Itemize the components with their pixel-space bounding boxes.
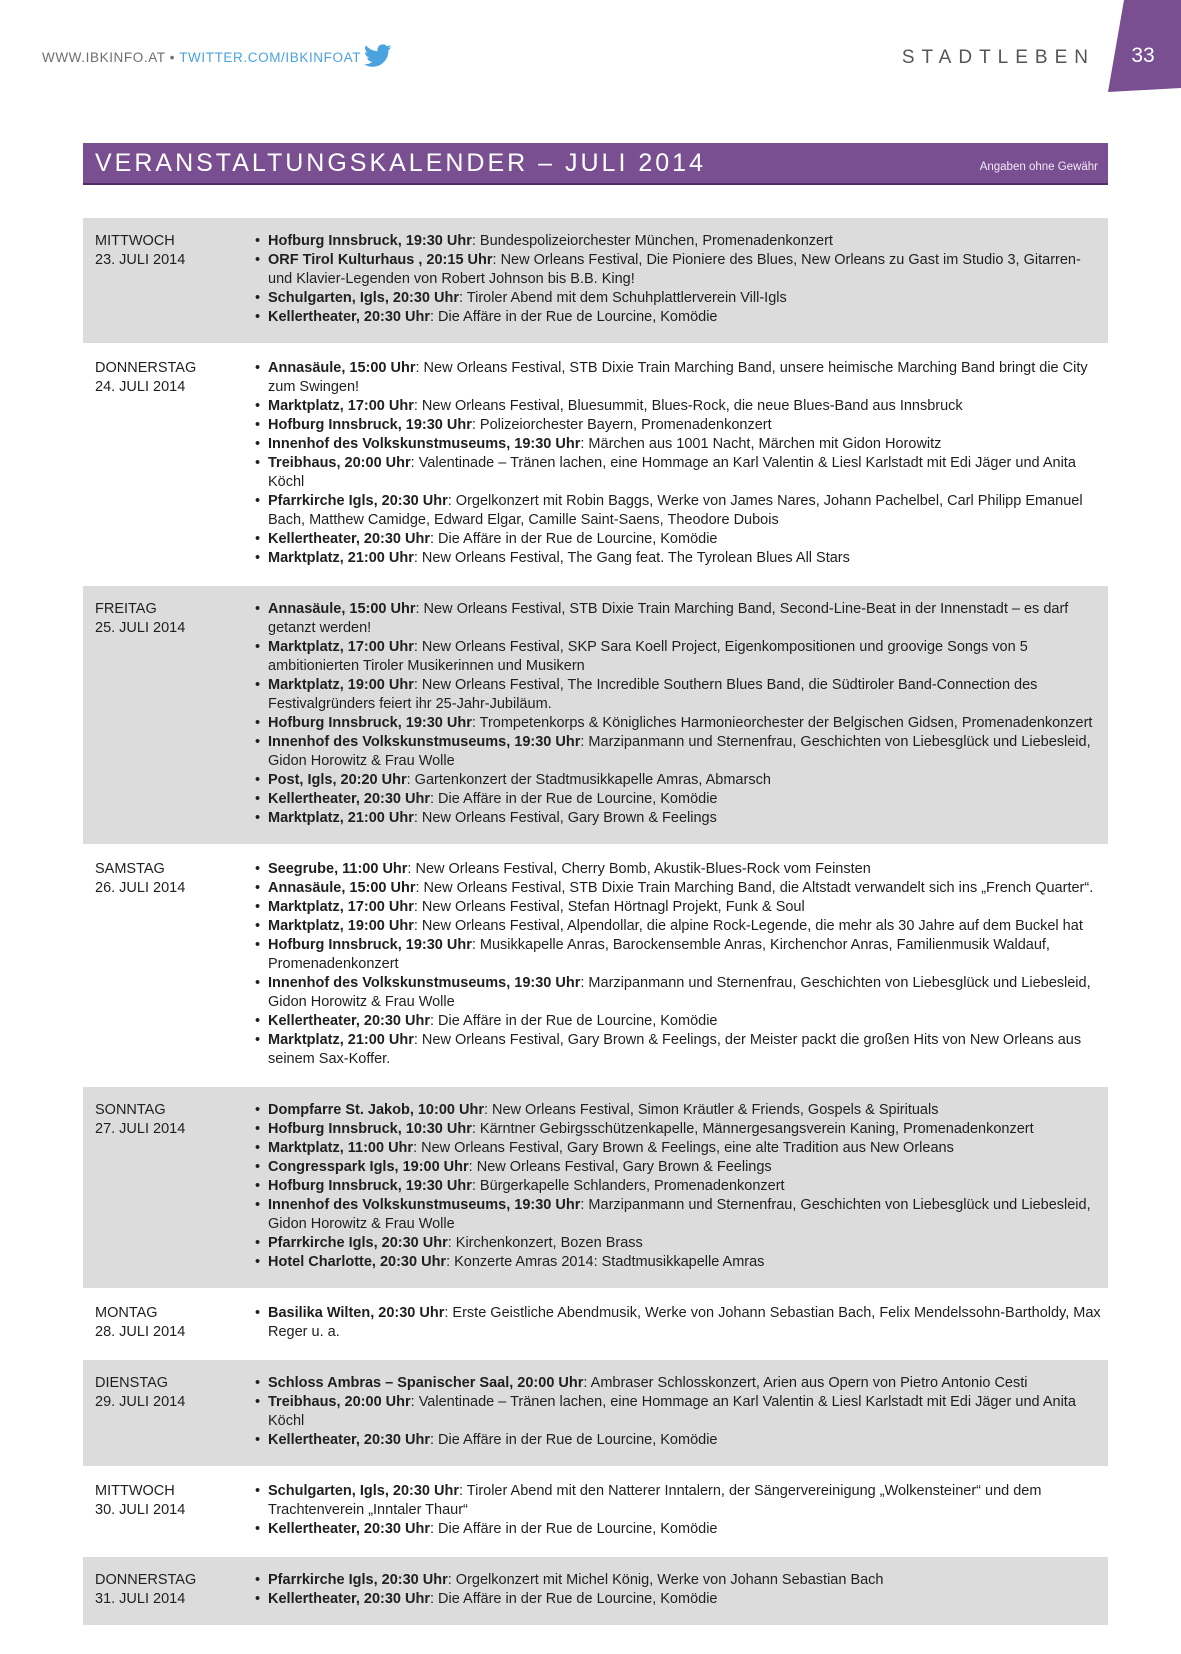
event-item [255, 1031, 1108, 1069]
page-number: 33 [1131, 44, 1155, 67]
event-item [255, 790, 1108, 809]
day-row [83, 1360, 1108, 1466]
event-venue: Kellertheater, 20:30 Uhr [268, 531, 430, 547]
twitter-link[interactable]: TWITTER.COM/IBKINFOAT [179, 50, 362, 65]
event-description: : Ambraser Schlosskonzert, Arien aus Opern von Pietro Antonio Cesti [583, 1375, 1028, 1391]
header-links [42, 50, 361, 65]
event-venue: Hofburg Innsbruck, 19:30 Uhr [268, 233, 472, 249]
event-venue: Kellertheater, 20:30 Uhr [268, 791, 430, 807]
event-venue: Hofburg Innsbruck, 19:30 Uhr [268, 417, 472, 433]
event-venue: Innenhof des Volkskunstmuseums, 19:30 Uhr [268, 734, 581, 750]
event-description: : Die Affäre in der Rue de Lourcine, Komödie [430, 791, 718, 807]
event-item [255, 974, 1108, 1012]
event-description: : Märchen aus 1001 Nacht, Märchen mit Gidon Horowitz [580, 436, 942, 452]
event-description: : Erste Geistliche Abendmusik, Werke von Johann Sebastian Bach, Felix Mendelssohn-Bartholdy, Max Reger u. a. [268, 1305, 1101, 1340]
event-item [255, 1177, 1108, 1196]
day-row [83, 218, 1108, 343]
event-list [255, 860, 1108, 1069]
event-item [255, 733, 1108, 771]
event-description: : New Orleans Festival, STB Dixie Train Marching Band, die Altstadt verwandelt sich ins „French Quarter“. [415, 880, 1094, 896]
date: 27. JULI 2014 [95, 1121, 186, 1137]
day-row [83, 586, 1108, 844]
date: 26. JULI 2014 [95, 880, 186, 896]
event-item [255, 1234, 1108, 1253]
day-row [83, 1290, 1108, 1358]
event-description: : Die Affäre in der Rue de Lourcine, Komödie [430, 309, 718, 325]
event-venue: Marktplatz, 17:00 Uhr [268, 398, 414, 414]
event-item [255, 600, 1108, 638]
event-item [255, 251, 1108, 289]
event-item [255, 454, 1108, 492]
event-list [255, 1571, 1108, 1609]
weekday: DIENSTAG [95, 1375, 169, 1391]
event-venue: Congresspark Igls, 19:00 Uhr [268, 1159, 469, 1175]
date: 25. JULI 2014 [95, 620, 186, 636]
event-venue: Marktplatz, 19:00 Uhr [268, 918, 414, 934]
event-description: : New Orleans Festival, Bluesummit, Blues-Rock, die neue Blues-Band aus Innsbruck [413, 398, 963, 414]
event-item [255, 638, 1108, 676]
weekday: SAMSTAG [95, 861, 165, 877]
event-venue: Marktplatz, 21:00 Uhr [268, 550, 414, 566]
day-label [83, 1304, 255, 1342]
event-description: : New Orleans Festival, SKP Sara Koell Project, Eigenkompositionen und groovige Songs von 5 ambitionierten Tiroler Musikerinnen und Musikern [268, 639, 1028, 674]
weekday: FREITAG [95, 601, 157, 617]
event-description: : Orgelkonzert mit Michel König, Werke von Johann Sebastian Bach [447, 1572, 884, 1588]
day-row [83, 1087, 1108, 1288]
event-description: : Gartenkonzert der Stadtmusikkapelle Amras, Abmarsch [406, 772, 771, 788]
event-description: : Kärntner Gebirgsschützenkapelle, Männergesangsverein Kaning, Promenadenkonzert [471, 1121, 1034, 1137]
event-venue: Pfarrkirche Igls, 20:30 Uhr [268, 1235, 448, 1251]
weekday: MONTAG [95, 1305, 158, 1321]
event-venue: Hofburg Innsbruck, 10:30 Uhr [268, 1121, 472, 1137]
event-venue: Marktplatz, 17:00 Uhr [268, 639, 414, 655]
event-item [255, 232, 1108, 251]
event-list [255, 1101, 1108, 1272]
day-label [83, 1101, 255, 1272]
date: 23. JULI 2014 [95, 252, 186, 268]
date: 24. JULI 2014 [95, 379, 186, 395]
event-item [255, 936, 1108, 974]
event-venue: Schulgarten, Igls, 20:30 Uhr [268, 290, 459, 306]
day-row [83, 345, 1108, 584]
event-venue: Kellertheater, 20:30 Uhr [268, 1432, 430, 1448]
weekday: SONNTAG [95, 1102, 166, 1118]
event-item [255, 397, 1108, 416]
event-description: : Marzipanmann und Sternenfrau, Geschichten von Liebesglück und Liebesleid, Gidon Horowitz & Frau Wolle [268, 734, 1091, 769]
event-item [255, 549, 1108, 568]
event-venue: Marktplatz, 21:00 Uhr [268, 810, 414, 826]
weekday: MITTWOCH [95, 233, 175, 249]
event-description: : Valentinade – Tränen lachen, eine Hommage an Karl Valentin & Liesl Karlstadt mit Edi Jäger und Anita Köchl [268, 1394, 1076, 1429]
event-description: : Marzipanmann und Sternenfrau, Geschichten von Liebesglück und Liebesleid, Gidon Horowitz & Frau Wolle [268, 1197, 1091, 1232]
event-venue: Pfarrkirche Igls, 20:30 Uhr [268, 493, 448, 509]
event-calendar [83, 218, 1108, 1627]
event-description: : Die Affäre in der Rue de Lourcine, Komödie [430, 1432, 718, 1448]
weekday: MITTWOCH [95, 1483, 175, 1499]
event-description: : Die Affäre in der Rue de Lourcine, Komödie [430, 531, 718, 547]
date: 30. JULI 2014 [95, 1502, 186, 1518]
event-venue: Marktplatz, 19:00 Uhr [268, 677, 414, 693]
event-description: : New Orleans Festival, Alpendollar, die alpine Rock-Legende, die mehr als 30 Jahre auf dem Buckel hat [413, 918, 1083, 934]
event-venue: Pfarrkirche Igls, 20:30 Uhr [268, 1572, 448, 1588]
event-item [255, 1158, 1108, 1177]
event-item [255, 714, 1108, 733]
title-bar [83, 143, 1108, 185]
event-venue: Marktplatz, 21:00 Uhr [268, 1032, 414, 1048]
event-item [255, 1431, 1108, 1450]
event-venue: Kellertheater, 20:30 Uhr [268, 309, 430, 325]
event-item [255, 1012, 1108, 1031]
event-venue: Annasäule, 15:00 Uhr [268, 880, 416, 896]
event-item [255, 492, 1108, 530]
date: 31. JULI 2014 [95, 1591, 186, 1607]
event-venue: Hotel Charlotte, 20:30 Uhr [268, 1254, 447, 1270]
event-item [255, 1571, 1108, 1590]
event-venue: Annasäule, 15:00 Uhr [268, 601, 416, 617]
day-label [83, 232, 255, 327]
event-venue: Hofburg Innsbruck, 19:30 Uhr [268, 715, 472, 731]
event-item [255, 1482, 1108, 1520]
event-description: : New Orleans Festival, Gary Brown & Feelings, der Meister packt die großen Hits von New Orleans aus seinem Sax-Koffer. [268, 1032, 1082, 1067]
event-description: : Tiroler Abend mit den Natterer Inntalern, der Sängervereinigung „Wolkensteiner“ und dem Trachtenverein „Inntaler Thaur“ [268, 1483, 1042, 1518]
event-item [255, 1374, 1108, 1393]
event-description: : Musikkapelle Anras, Barockensemble Anras, Kirchenchor Anras, Familienmusik Waldauf, Promenadenkonzert [268, 937, 1050, 972]
event-description: : Die Affäre in der Rue de Lourcine, Komödie [430, 1521, 718, 1537]
event-item [255, 879, 1108, 898]
disclaimer: Angaben ohne Gewähr [979, 161, 1098, 173]
event-venue: Marktplatz, 17:00 Uhr [268, 899, 414, 915]
event-venue: Innenhof des Volkskunstmuseums, 19:30 Uhr [268, 975, 581, 991]
day-row [83, 1557, 1108, 1625]
event-item [255, 1253, 1108, 1272]
event-description: : New Orleans Festival, Gary Brown & Feelings [413, 810, 717, 826]
event-item [255, 1101, 1108, 1120]
weekday: DONNERSTAG [95, 360, 197, 376]
event-venue: Marktplatz, 11:00 Uhr [268, 1140, 414, 1156]
event-item [255, 917, 1108, 936]
date: 28. JULI 2014 [95, 1324, 186, 1340]
link-separator: • [165, 50, 180, 65]
event-venue: Kellertheater, 20:30 Uhr [268, 1591, 430, 1607]
event-venue: Post, Igls, 20:20 Uhr [268, 772, 407, 788]
event-item [255, 898, 1108, 917]
event-description: : New Orleans Festival, Cherry Bomb, Akustik-Blues-Rock vom Feinsten [407, 861, 871, 877]
event-description: : New Orleans Festival, Die Pioniere des Blues, New Orleans zu Gast im Studio 3, Gitarren- und Klavier-Legenden von Robert Johnson bis B.B. King! [268, 252, 1081, 287]
event-item [255, 530, 1108, 549]
event-item [255, 1304, 1108, 1342]
event-description: : Bundespolizeiorchester München, Promenadenkonzert [471, 233, 833, 249]
event-venue: Innenhof des Volkskunstmuseums, 19:30 Uhr [268, 436, 581, 452]
event-description: : New Orleans Festival, Stefan Hörtnagl Projekt, Funk & Soul [413, 899, 805, 915]
event-item [255, 1520, 1108, 1539]
event-description: : New Orleans Festival, Gary Brown & Feelings [468, 1159, 772, 1175]
event-description: : Tiroler Abend mit dem Schuhplattlerverein Vill-Igls [458, 290, 787, 306]
event-item [255, 359, 1108, 397]
event-description: : New Orleans Festival, STB Dixie Train Marching Band, Second-Line-Beat in der Innenstadt – es darf getanzt werden! [268, 601, 1069, 636]
day-label [83, 359, 255, 568]
event-list [255, 1304, 1108, 1342]
event-description: : Die Affäre in der Rue de Lourcine, Komödie [430, 1591, 718, 1607]
event-description: : Bürgerkapelle Schlanders, Promenadenkonzert [471, 1178, 785, 1194]
section-label: STADTLEBEN [901, 47, 1095, 68]
event-venue: Treibhaus, 20:00 Uhr [268, 455, 411, 471]
weekday: DONNERSTAG [95, 1572, 197, 1588]
event-item [255, 289, 1108, 308]
event-venue: Hofburg Innsbruck, 19:30 Uhr [268, 1178, 472, 1194]
event-description: : Orgelkonzert mit Robin Baggs, Werke von James Nares, Johann Pachelbel, Carl Philipp Emanuel Bach, Matthew Camidge, Edward Elgar, Camille Saint-Saens, Theodore Dubois [268, 493, 1083, 528]
event-venue: Seegrube, 11:00 Uhr [268, 861, 408, 877]
event-item [255, 860, 1108, 879]
event-item [255, 1196, 1108, 1234]
day-label [83, 1571, 255, 1609]
event-description: : Polizeiorchester Bayern, Promenadenkonzert [471, 417, 772, 433]
event-description: : Marzipanmann und Sternenfrau, Geschichten von Liebesglück und Liebesleid, Gidon Horowitz & Frau Wolle [268, 975, 1091, 1010]
event-list [255, 359, 1108, 568]
event-venue: Basilika Wilten, 20:30 Uhr [268, 1305, 445, 1321]
twitter-bird-icon[interactable] [364, 44, 392, 68]
event-list [255, 1374, 1108, 1450]
event-item [255, 676, 1108, 714]
event-venue: Schloss Ambras – Spanischer Saal, 20:00 Uhr [268, 1375, 584, 1391]
day-row [83, 846, 1108, 1085]
event-list [255, 232, 1108, 327]
event-description: : Die Affäre in der Rue de Lourcine, Komödie [430, 1013, 718, 1029]
event-list [255, 600, 1108, 828]
event-description: : New Orleans Festival, Gary Brown & Feelings, eine alte Tradition aus New Orleans [413, 1140, 954, 1156]
calendar-title: VERANSTALTUNGSKALENDER – JULI 2014 [95, 149, 706, 177]
event-item [255, 771, 1108, 790]
event-venue: Kellertheater, 20:30 Uhr [268, 1013, 430, 1029]
day-label [83, 1482, 255, 1539]
event-description: : New Orleans Festival, The Incredible Southern Blues Band, die Südtiroler Band-Connection des Festivalgründers feiert ihr 25-Jahr-Jubiläum. [268, 677, 1038, 712]
page-header [0, 0, 1181, 100]
date: 29. JULI 2014 [95, 1394, 186, 1410]
event-item [255, 416, 1108, 435]
day-label [83, 600, 255, 828]
event-venue: Annasäule, 15:00 Uhr [268, 360, 416, 376]
event-description: : New Orleans Festival, STB Dixie Train Marching Band, unsere heimische Marching Band bringt die City zum Swingen! [268, 360, 1088, 395]
event-description: : New Orleans Festival, Simon Kräutler & Friends, Gospels & Spirituals [483, 1102, 939, 1118]
event-item [255, 308, 1108, 327]
event-description: : Kirchenkonzert, Bozen Brass [447, 1235, 643, 1251]
event-venue: Hofburg Innsbruck, 19:30 Uhr [268, 937, 472, 953]
event-item [255, 1590, 1108, 1609]
event-venue: Schulgarten, Igls, 20:30 Uhr [268, 1483, 459, 1499]
event-description: : New Orleans Festival, The Gang feat. The Tyrolean Blues All Stars [413, 550, 850, 566]
day-label [83, 860, 255, 1069]
event-item [255, 1120, 1108, 1139]
event-venue: Treibhaus, 20:00 Uhr [268, 1394, 411, 1410]
event-venue: Kellertheater, 20:30 Uhr [268, 1521, 430, 1537]
day-label [83, 1374, 255, 1450]
event-item [255, 1139, 1108, 1158]
event-item [255, 1393, 1108, 1431]
event-item [255, 435, 1108, 454]
event-list [255, 1482, 1108, 1539]
event-description: : Trompetenkorps & Königliches Harmonieorchester der Belgischen Gidsen, Promenadenkonzert [471, 715, 1093, 731]
event-venue: Innenhof des Volkskunstmuseums, 19:30 Uhr [268, 1197, 581, 1213]
event-description: : Valentinade – Tränen lachen, eine Hommage an Karl Valentin & Liesl Karlstadt mit Edi Jäger und Anita Köchl [268, 455, 1076, 490]
event-venue: Dompfarre St. Jakob, 10:00 Uhr [268, 1102, 484, 1118]
event-description: : Konzerte Amras 2014: Stadtmusikkapelle Amras [446, 1254, 765, 1270]
website-link[interactable]: WWW.IBKINFO.AT [42, 50, 166, 65]
day-row [83, 1468, 1108, 1555]
event-item [255, 809, 1108, 828]
event-venue: ORF Tirol Kulturhaus , 20:15 Uhr [268, 252, 493, 268]
